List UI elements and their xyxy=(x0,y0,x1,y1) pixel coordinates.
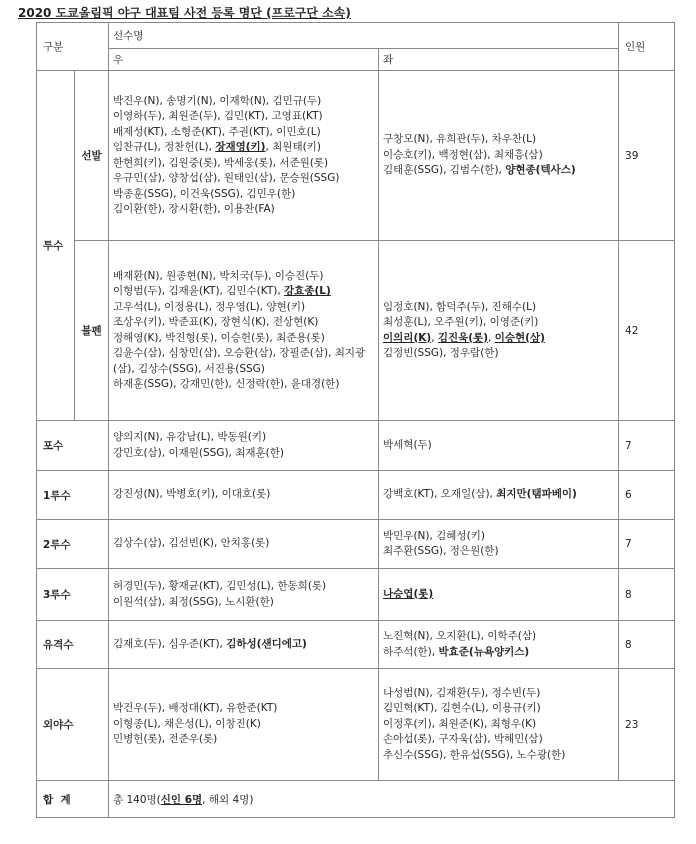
player-line xyxy=(113,346,374,362)
player-line xyxy=(383,163,614,179)
player-line xyxy=(383,587,614,603)
total-separator: , xyxy=(202,793,209,806)
player-names: 최주환(SSG), 정은원(한) xyxy=(383,545,499,557)
player-names: 허경민(두), 황재균(KT), 김민성(L), 한동희(롯) xyxy=(113,580,327,592)
player-names: 정해영(K), 박진형(롯), 이승헌(롯), 최준용(롯) xyxy=(113,331,325,344)
player-names: 하주석(한), xyxy=(383,645,439,658)
outfield-count: 23 xyxy=(619,669,675,781)
player-line xyxy=(113,595,374,611)
player-line xyxy=(383,686,614,702)
player-line xyxy=(383,544,614,560)
highlighted-player: 김하성(샌디에고) xyxy=(226,637,307,650)
header-category: 구분 xyxy=(37,23,109,71)
highlighted-player: 양현종(텍사스) xyxy=(505,164,576,177)
player-names: 박종훈(SSG), 이건욱(SSG), 김민우(한) xyxy=(113,187,296,200)
utility-count: 8 xyxy=(619,621,675,669)
player-line xyxy=(113,446,374,462)
row-utility xyxy=(37,621,675,669)
highlighted-player: 이의리(K) xyxy=(383,331,432,344)
player-names: 조상우(키), 박준표(K), 장현식(K), 전상현(K) xyxy=(113,316,319,328)
player-names: 강민호(삼), 이재원(SSG), 최재훈(한) xyxy=(113,446,284,459)
player-names: 임정호(N), 함덕주(두), 진해수(L) xyxy=(383,300,537,313)
player-names: 박세혁(두) xyxy=(383,438,432,451)
player-line xyxy=(113,536,374,552)
player-line xyxy=(383,346,614,362)
player-line xyxy=(113,701,374,717)
player-names: 우규민(삼), 양창섭(삼), 원태인(삼), 문승원(SSG) xyxy=(113,172,340,184)
player-names: 김윤수(삼), 심창민(삼), 오승환(삼), 장필준(삼), 최지광 xyxy=(113,347,366,359)
player-line xyxy=(113,187,374,203)
outfield-right-cell xyxy=(109,669,379,781)
highlighted-player: 박효준(뉴욕양키스) xyxy=(438,645,530,658)
first-base-count: 6 xyxy=(619,471,675,520)
player-names: 박민우(N), 김혜성(키) xyxy=(383,529,485,542)
player-line xyxy=(113,284,374,300)
pitchers-label: 투수 xyxy=(37,71,75,421)
row-first-base xyxy=(37,471,675,520)
header-count: 인원 xyxy=(619,23,675,71)
player-line xyxy=(113,487,374,503)
player-names: 고우석(L), 이정용(L), 정우영(L), 양현(키) xyxy=(113,300,306,313)
row-second-base xyxy=(37,520,675,569)
catcher-left-cell xyxy=(379,421,619,471)
player-names: 이정후(키), 최원준(K), 최형우(K) xyxy=(383,717,537,730)
player-names: 최성훈(L), 오주원(키), 이영준(키) xyxy=(383,316,539,328)
second-base-right-cell xyxy=(109,520,379,569)
row-third-base xyxy=(37,569,675,621)
player-line xyxy=(383,732,614,748)
player-line xyxy=(113,156,374,172)
player-names: 한현희(키), 김원중(롯), 박세웅(롯), 서준원(롯) xyxy=(113,156,329,169)
catcher-count: 7 xyxy=(619,421,675,471)
player-line xyxy=(113,94,374,110)
player-line xyxy=(113,362,374,378)
player-names: 하재훈(SSG), 강재민(한), 신정락(한), 윤대경(한) xyxy=(113,378,340,390)
player-line xyxy=(383,645,614,661)
player-line xyxy=(113,171,374,187)
player-names: 이형범(두), 김재윤(KT), 김민수(KT), xyxy=(113,285,285,297)
player-names: 이영하(두), 최원준(두), 김민(KT), 고영표(KT) xyxy=(113,110,323,122)
highlighted-player: 장재영(키) xyxy=(215,141,266,153)
player-line xyxy=(113,269,374,285)
player-names: 노진혁(N), 오지환(L), 이학주(삼) xyxy=(383,630,537,642)
player-line xyxy=(383,717,614,733)
bullpen-left-cell xyxy=(379,241,619,421)
player-line xyxy=(113,579,374,595)
player-names: 이승호(키), 백정현(삼), 최채흥(삼) xyxy=(383,148,543,161)
player-names: 강백호(KT), 오재일(삼), xyxy=(383,488,497,501)
starters-right-cell xyxy=(109,71,379,241)
player-line xyxy=(113,377,374,393)
document-title: 2020 도쿄올림픽 야구 대표팀 사전 등록 명단 (프로구단 소속) xyxy=(18,6,351,20)
second-base-count: 7 xyxy=(619,520,675,569)
catcher-right-cell xyxy=(109,421,379,471)
player-names: 김이환(한), 장시환(한), 이용찬(FA) xyxy=(113,203,275,215)
highlighted-player: 최지만(탬파베이) xyxy=(496,488,577,501)
row-catcher xyxy=(37,421,675,471)
player-line xyxy=(113,717,374,733)
player-names: 구창모(N), 유희관(두), 차우찬(L) xyxy=(383,133,537,146)
total-prefix: 총 140명( xyxy=(113,793,161,806)
catcher-label: 포수 xyxy=(37,421,109,471)
player-names: 이원석(삼), 최정(SSG), 노시환(한) xyxy=(113,595,274,608)
row-total xyxy=(37,781,675,818)
third-base-count: 8 xyxy=(619,569,675,621)
player-names: 김민혁(KT), 김현수(L), 이용규(키) xyxy=(383,702,541,715)
starters-left-cell xyxy=(379,71,619,241)
total-summary xyxy=(109,781,675,818)
player-line xyxy=(113,202,374,218)
player-names: 추신수(SSG), 한유섭(SSG), 노수광(한) xyxy=(383,748,566,761)
player-line xyxy=(113,315,374,331)
player-line xyxy=(113,109,374,125)
header-left-handed: 좌 xyxy=(379,49,619,71)
header-subrow xyxy=(37,49,675,71)
bullpen-label: 불펜 xyxy=(75,241,109,421)
player-line xyxy=(383,331,614,347)
player-names: , xyxy=(431,331,438,344)
utility-right-cell xyxy=(109,621,379,669)
header-players: 선수명 xyxy=(109,23,619,49)
bullpen-count: 42 xyxy=(619,241,675,421)
starters-label: 선발 xyxy=(75,71,109,241)
starters-count: 39 xyxy=(619,71,675,241)
player-line xyxy=(383,148,614,164)
roster-table xyxy=(36,22,675,818)
player-line xyxy=(113,125,374,141)
player-line xyxy=(113,430,374,446)
highlighted-player: 김진욱(롯) xyxy=(437,331,489,344)
player-names: 배제성(KT), 소형준(KT), 주권(KT), 이민호(L) xyxy=(113,125,321,138)
player-names: 민병헌(롯), 전준우(롯) xyxy=(113,733,218,746)
player-line xyxy=(383,132,614,148)
highlighted-player: 강효종(L) xyxy=(284,285,331,297)
first-base-left-cell xyxy=(379,471,619,520)
player-names: (삼), 김상수(SSG), 서진용(SSG) xyxy=(113,362,265,375)
player-names: 배재환(N), 원종현(N), 박치국(두), 이승진(두) xyxy=(113,269,324,282)
player-names: 강진성(N), 박병호(키), 이대호(롯) xyxy=(113,488,271,501)
player-line xyxy=(383,529,614,545)
player-line xyxy=(113,732,374,748)
player-line xyxy=(383,748,614,764)
player-names: 김상수(삼), 김선빈(K), 안치홍(롯) xyxy=(113,537,270,550)
row-bullpen xyxy=(37,241,675,421)
player-line xyxy=(383,315,614,331)
player-names: 이형종(L), 채은성(L), 이창진(K) xyxy=(113,717,261,730)
player-line xyxy=(113,140,374,156)
utility-label: 유격수 xyxy=(37,621,109,669)
player-line xyxy=(383,438,614,454)
player-line xyxy=(383,629,614,645)
outfield-label: 외야수 xyxy=(37,669,109,781)
highlighted-player: 나승엽(롯) xyxy=(383,587,434,600)
utility-left-cell xyxy=(379,621,619,669)
header-row xyxy=(37,23,675,49)
player-line xyxy=(383,300,614,316)
highlighted-player: 이승현(삼) xyxy=(494,331,545,344)
player-names: 김태훈(SSG), 김범수(한), xyxy=(383,164,506,177)
first-base-right-cell xyxy=(109,471,379,520)
third-base-label: 3루수 xyxy=(37,569,109,621)
header-right-handed: 우 xyxy=(109,49,379,71)
second-base-left-cell xyxy=(379,520,619,569)
player-names: 박건우(두), 배정대(KT), 유한준(KT) xyxy=(113,702,278,715)
player-names: 임찬규(L), 정찬헌(L), xyxy=(113,141,216,153)
outfield-left-cell xyxy=(379,669,619,781)
player-line xyxy=(383,487,614,503)
second-base-label: 2루수 xyxy=(37,520,109,569)
third-base-right-cell xyxy=(109,569,379,621)
total-rookies: 신인 6명 xyxy=(160,793,203,806)
bullpen-right-cell xyxy=(109,241,379,421)
row-outfield xyxy=(37,669,675,781)
row-starters xyxy=(37,71,675,241)
player-line xyxy=(113,637,374,653)
player-names: 양의지(N), 유강남(L), 박동원(키) xyxy=(113,431,267,443)
player-line xyxy=(113,331,374,347)
player-names: 박진우(N), 송명기(N), 이재학(N), 김민규(두) xyxy=(113,94,322,107)
player-names: , xyxy=(488,331,495,344)
player-names: , 최원태(키) xyxy=(265,141,321,153)
player-line xyxy=(113,300,374,316)
first-base-label: 1루수 xyxy=(37,471,109,520)
total-overseas: 해외 4명 xyxy=(208,793,250,806)
player-names: 김정빈(SSG), 정우람(한) xyxy=(383,347,499,359)
player-line xyxy=(383,701,614,717)
player-names: 나성범(N), 김재환(두), 정수빈(두) xyxy=(383,686,541,699)
total-label: 합 계 xyxy=(37,781,109,818)
player-names: 김재호(두), 심우준(KT), xyxy=(113,637,227,650)
total-suffix: ) xyxy=(249,793,254,806)
third-base-left-cell xyxy=(379,569,619,621)
player-names: 손아섭(롯), 구자욱(삼), 박해민(삼) xyxy=(383,733,543,746)
